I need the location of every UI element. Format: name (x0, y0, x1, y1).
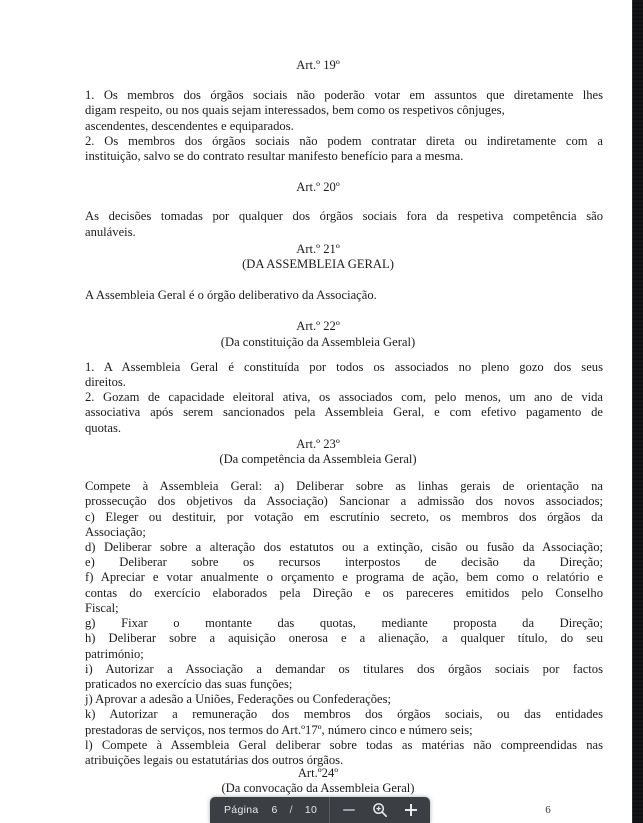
text-line: ascendentes, descendentes e equiparados. (85, 118, 294, 133)
article-heading: Art.º 20º (296, 180, 340, 195)
text-line: Fiscal; (85, 600, 119, 615)
text-line: 1. A Assembleia Geral é constituída por todos os associados no pleno gozo dos seus (85, 359, 603, 374)
text-line: digam respeito, ou nos quais sejam interessados, bem como os respetivos cônjuges, (85, 103, 505, 118)
current-page[interactable]: 6 (271, 804, 278, 816)
text-line: j) Aprovar a adesão a Uniões, Federações ou Confederações; (85, 692, 391, 707)
text-line: anuláveis. (85, 224, 136, 239)
text-line: A Assembleia Geral é o órgão deliberativo da Associação. (85, 288, 377, 303)
text-line: f) Apreciar e votar anualmente o orçamento e programa de ação, bem como o relatório e (85, 570, 603, 585)
text-line: h) Deliberar sobre a aquisição onerosa e a alienação, a qualquer título, do seu (85, 631, 603, 646)
zoom-out-button[interactable] (337, 798, 361, 822)
text-line: prestadoras de serviços, nos termos do Art.º17º, número cinco e número seis; (85, 722, 473, 737)
text-line: contas do exercício elaborados pela Direção e os pareceres emitidos pelo Conselho (85, 585, 603, 600)
text-line: 1. Os membros dos órgãos sociais não poderão votar em assuntos que diretamente lhes (85, 88, 603, 103)
magnifier-plus-icon (372, 802, 388, 818)
page-indicator (210, 797, 329, 823)
scan-edge-right (632, 0, 643, 823)
article-heading: Art.º24º (297, 766, 339, 781)
text-line: direitos. (85, 375, 126, 390)
printed-page-number: 6 (545, 804, 551, 816)
zoom-in-button[interactable] (399, 798, 423, 822)
text-line: atribuições legais ou estatutárias dos outros órgãos. (85, 752, 344, 767)
article-heading: Art.º 22º (296, 319, 340, 334)
paragraph (85, 479, 603, 768)
paragraph (85, 88, 603, 164)
text-line: Compete à Assembleia Geral: a) Deliberar sobre as linhas gerais de orientação na (85, 479, 603, 494)
paragraph (85, 360, 603, 436)
text-line: i) Autorizar a Associação a demandar os titulares dos órgãos sociais por factos (85, 661, 603, 676)
article-heading: Art.º 21º (296, 241, 340, 256)
text-line: d) Deliberar sobre a alteração dos estatutos ou a extinção, cisão ou fusão da Associação; (85, 540, 603, 555)
article-subtitle: (DA ASSEMBLEIA GERAL) (242, 257, 394, 272)
text-line: praticados no exercício das suas funções; (85, 676, 293, 691)
text-line: património; (85, 646, 144, 661)
total-pages: 10 (304, 804, 318, 816)
text-line: c) Eleger ou destituir, por votação em escrutínio secreto, os membros dos órgãos da (85, 509, 603, 524)
text-line: 2. Gozam de capacidade eleitoral ativa, os associados com, pelo menos, um ano de vida (85, 390, 603, 405)
text-line: k) Autorizar a remuneração dos membros dos órgãos sociais, ou das entidades (85, 707, 603, 722)
zoom-fit-button[interactable] (368, 798, 392, 822)
text-line: associativa após serem sancionados pela Assembleia Geral, e com efetivo pagamento de (85, 405, 603, 420)
article-subtitle: (Da competência da Assembleia Geral) (219, 452, 417, 467)
pdf-toolbar (210, 797, 430, 823)
paragraph (85, 288, 603, 303)
text-line: Associação; (85, 524, 146, 539)
text-line: As decisões tomadas por qualquer dos órgãos sociais fora da respetiva competência são (85, 209, 603, 224)
text-line: quotas. (85, 420, 122, 435)
plus-icon (405, 804, 417, 816)
document-content (85, 58, 603, 797)
page-label: Página (224, 804, 259, 816)
article-heading: Art.º 23º (296, 436, 340, 451)
text-line: g) Fixar o montante das quotas, mediante proposta da Direção; (85, 616, 603, 631)
zoom-controls (330, 797, 430, 823)
text-line: 2. Os membros dos órgãos sociais não podem contratar direta ou indiretamente com a (85, 133, 603, 148)
article-subtitle: (Da convocação da Assembleia Geral) (221, 781, 415, 796)
text-line: instituição, salvo se do contrato resultar manifesto benefício para a mesma. (85, 149, 464, 164)
text-line: e) Deliberar sobre os recursos interpostos de decisão da Direção; (85, 555, 603, 570)
text-line: prossecução dos objetivos da Associação) Sancionar a admissão dos novos associados; (85, 494, 603, 509)
page-separator: / (289, 804, 293, 816)
article-subtitle: (Da constituição da Assembleia Geral) (220, 334, 416, 349)
text-line: l) Compete à Assembleia Geral deliberar sobre todas as matérias não compreendidas nas (85, 737, 603, 752)
paragraph (85, 209, 603, 239)
article-heading: Art.º 19º (296, 58, 340, 72)
minus-icon (343, 809, 355, 811)
